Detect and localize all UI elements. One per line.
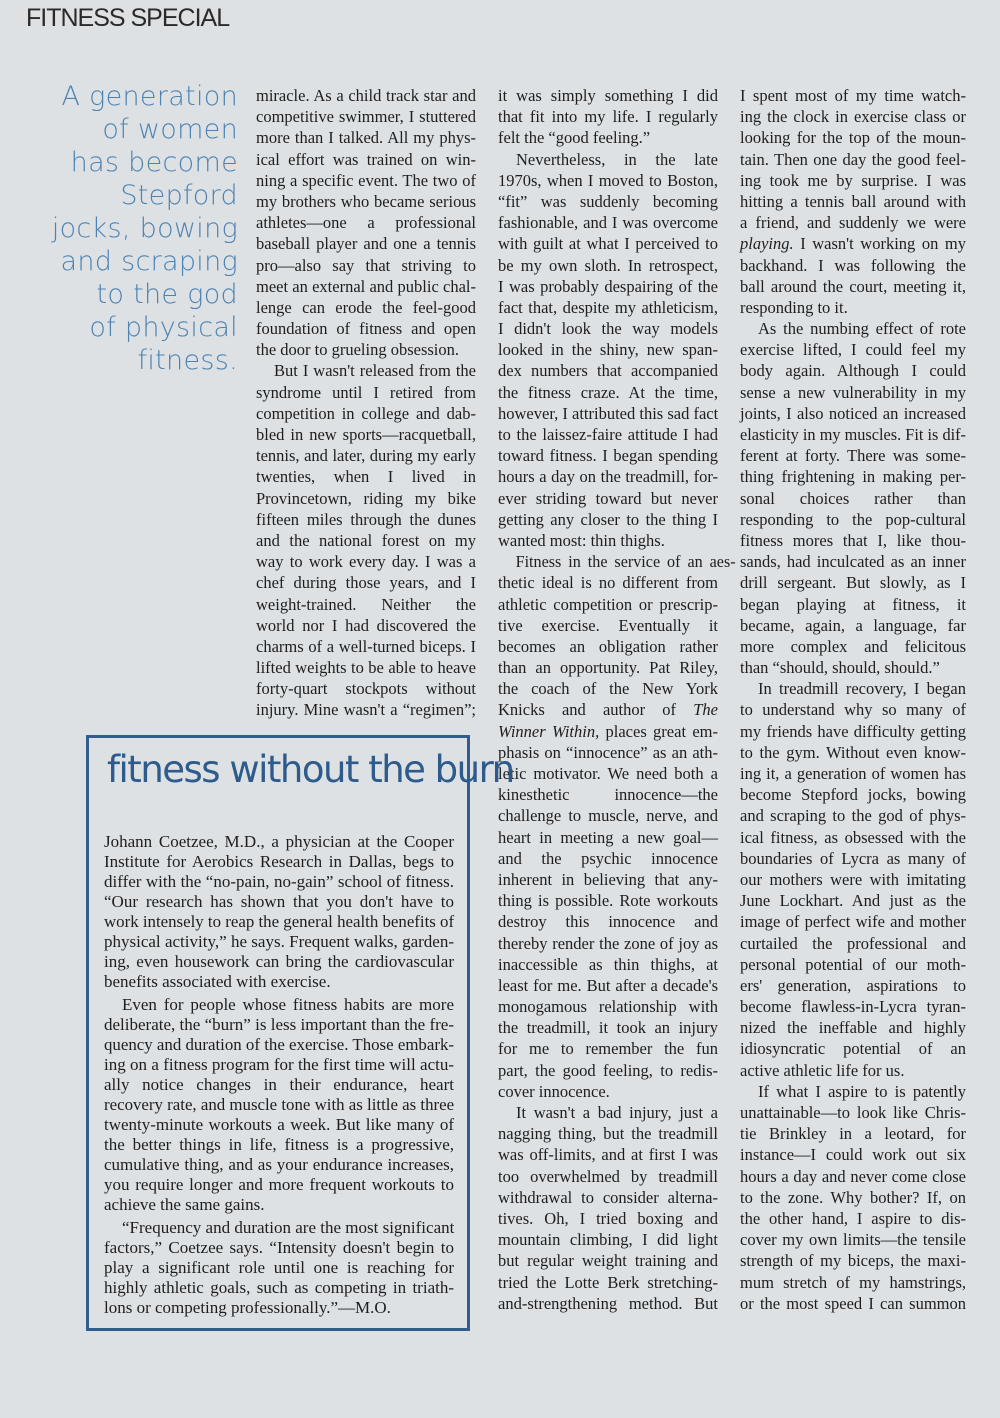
text-line: dex numbers that accompanied [498, 361, 718, 381]
text-line: more than I talked. All my phys- [256, 128, 476, 148]
text-line: unattainable—to look like Chris- [740, 1103, 966, 1122]
text-line: letic motivator. We need both a [498, 764, 718, 783]
text-line: ing the clock in exercise class or [740, 107, 966, 127]
text-line: more complex and felicitous [740, 636, 966, 656]
text-line: ing it, a generation of women has [740, 764, 966, 783]
text-line: twenties, when I lived in [256, 467, 476, 487]
text-line: ever striding toward but never [498, 488, 718, 508]
paragraph [498, 149, 718, 552]
text-line: getting any closer to the thing I [498, 509, 718, 529]
text-line: looking for the top of the moun- [740, 128, 966, 148]
paragraph [498, 85, 718, 149]
text-line: to the laissez-faire attitude I had [498, 425, 718, 444]
text-line: ing, even housework can bring the cardiovascular [104, 952, 454, 971]
text-line: became, again, a language, far [740, 615, 966, 635]
text-line: and-strengthening method. But [498, 1293, 718, 1313]
text-line: twenty-minute workouts a week. But like many of [104, 1115, 454, 1134]
text-line: hours a day on the treadmill, for- [498, 467, 718, 487]
text-line: strength of my biceps, the maxi- [740, 1251, 966, 1271]
text-line: foundation of fitness and open [256, 319, 476, 339]
text-line: to understand why so many of [740, 700, 966, 720]
text-line: ferent at forty. There was some- [740, 446, 966, 466]
text-line: play a significant role until one is reaching for [104, 1258, 454, 1277]
text-line: It wasn't a bad injury, just a [516, 1103, 718, 1122]
pull-quote-line: A generation [61, 81, 238, 112]
text-line: that fit into my life. I regularly [498, 107, 718, 127]
text-line: be my own sloth. In retrospect, [498, 255, 718, 275]
text-line: ing on a fitness program for the first time will actu- [104, 1055, 454, 1074]
text-line: way to work every day. I was a [256, 552, 476, 572]
paragraph [498, 1102, 718, 1314]
paragraph [740, 678, 966, 1081]
text-line: ical fitness, as obsessed with the [740, 827, 966, 847]
text-line [498, 721, 718, 742]
text-line: to the gym. Without even know- [740, 742, 966, 762]
text-line: and the national forest on my [256, 530, 476, 550]
text-line: tives. Oh, I tried boxing and [498, 1208, 718, 1228]
text-line: athletes—one a professional [256, 213, 476, 233]
text-line: nized the ineffable and highly [740, 1018, 966, 1038]
paragraph [104, 832, 454, 992]
sidebar-box [86, 735, 514, 1331]
paragraph [498, 551, 736, 1102]
text-line: fifteen miles through the dunes [256, 509, 476, 529]
pull-quote-line: has become [70, 147, 238, 178]
text-line: was off-limits, and at first I was [498, 1145, 718, 1165]
text-span: places great em- [599, 721, 719, 741]
text-line: bled in new sports—racquetball, [256, 425, 476, 444]
text-line: Nevertheless, in the late [516, 149, 718, 169]
text-line: 1970s, when I moved to Boston, [498, 170, 718, 190]
text-line: sonal choices rather than [740, 488, 966, 508]
text-line: world nor I had discovered the [256, 615, 476, 635]
text-line: cover my own limits—the tensile [740, 1230, 966, 1250]
text-line: my friends have difficulty getting [740, 721, 966, 741]
text-line: challenge to muscle, nerve, and [498, 806, 718, 826]
text-line: tried the Lotte Berk stretching- [498, 1272, 718, 1292]
text-line: meet an external and public chal- [256, 276, 476, 296]
text-line: “Frequency and duration are the most significant [122, 1218, 455, 1237]
pull-quote-line: and scraping [60, 246, 238, 277]
text-line: it was simply something I did [498, 86, 718, 105]
text-line: If what I aspire to is patently [758, 1081, 966, 1101]
text-line: responding to the pop-cultural [740, 509, 966, 529]
text-line [740, 233, 966, 254]
text-line: mountain climbing, I did light [498, 1230, 718, 1250]
text-line: competition in college and dab- [256, 403, 476, 423]
text-line: and the psychic innocence [498, 848, 718, 868]
text-line: or the most speed I can summon [740, 1293, 966, 1313]
text-line [498, 699, 718, 720]
text-line: a friend, and suddenly we were [740, 213, 966, 233]
paragraph [740, 1081, 966, 1314]
paragraph [256, 360, 476, 720]
paragraph [740, 318, 966, 678]
text-line: thereby render the zone of joy as [498, 933, 718, 953]
article-column-1 [256, 85, 476, 721]
text-line: the treadmill, it took an injury [498, 1018, 718, 1038]
text-line: thing is possible. Rote workouts [498, 891, 718, 911]
text-line: lons or competing professionally.”—M.O. [104, 1298, 391, 1317]
text-line: become Stepford jocks, bowing [740, 785, 966, 805]
text-line: factors,” Coetzee says. “Intensity doesn't begin to [104, 1238, 454, 1257]
text-line: tive exercise. Eventually it [498, 615, 718, 635]
text-line: nagging thing, but the treadmill [498, 1124, 718, 1144]
text-line: phasis on “innocence” as an ath- [498, 742, 718, 762]
text-line: felt the “good feeling.” [498, 128, 651, 148]
text-line: exercise lifted, I could feel my [740, 340, 966, 360]
paragraph [104, 1218, 454, 1318]
text-line: fashionable, and I was overcome [498, 213, 718, 233]
text-line: wanted most: thin thighs. [498, 530, 665, 550]
paragraph [104, 995, 454, 1215]
text-line: Fitness in the service of an aes- [515, 552, 736, 572]
text-line: part, the good feeling, to redis- [498, 1060, 718, 1080]
text-line: least for me. But after a decade's [498, 975, 718, 995]
text-line: looked in the shiny, new span- [498, 340, 718, 360]
text-line: physical activity,” he says. Frequent walks, garden- [104, 932, 454, 951]
text-line: I spent most of my time watch- [740, 86, 966, 105]
text-line: inaccessible as thin thighs, at [498, 954, 718, 974]
text-line: responding to it. [740, 297, 848, 317]
text-line: than “should, should, should.” [740, 658, 940, 678]
text-line: differ with the “no-pain, no-gain” school of fitness. [104, 872, 454, 891]
text-line: heart in meeting a new goal— [498, 827, 718, 847]
text-line: ing took me by surprise. I was [740, 170, 966, 190]
text-line: destroy this innocence and [498, 912, 718, 932]
text-line: than an opportunity. Pat Riley, [498, 658, 718, 678]
text-line: body again. Although I could [740, 361, 966, 381]
text-line: personal potential of our moth- [740, 954, 966, 974]
text-line: athletic competition or prescrip- [498, 594, 718, 614]
text-line: fact that, despite my athleticism, [498, 297, 718, 317]
text-line: Institute for Aerobics Research in Dallas, begs to [104, 852, 454, 871]
sidebar-body [104, 832, 454, 1321]
pull-quote-line: to the god [96, 279, 238, 310]
text-line: curtailed the professional and [740, 933, 966, 953]
text-line: I didn't look the way models [498, 319, 718, 339]
text-line: however, I attributed this sad fact [498, 403, 719, 423]
text-line: hours a day and never come close [740, 1166, 966, 1186]
text-line: to the zone. Why bother? If, on [740, 1187, 966, 1207]
text-line: ers' generation, aspirations to [740, 975, 966, 995]
text-line: quency and duration of the exercise. Those embark- [104, 1035, 454, 1054]
text-line: the other hand, I aspire to dis- [740, 1208, 966, 1228]
text-line: recovery rate, and muscle tone with as little as three [104, 1095, 455, 1114]
text-line: deliberate, the “burn” is less important than the fre- [104, 1015, 454, 1034]
text-line: charms of a well-turned biceps. I [256, 636, 476, 656]
text-line: injury. Mine wasn't a “regimen”; [256, 700, 476, 720]
paragraph [256, 85, 476, 360]
text-line: work intensely to reap the general health benefits of [104, 912, 455, 931]
text-line: benefits associated with exercise. [104, 972, 331, 991]
article-column-2 [498, 85, 736, 1314]
text-line: cover innocence. [498, 1081, 610, 1101]
text-span: I wasn't working on my [793, 234, 966, 254]
text-line: fitness mores that I, like thou- [740, 530, 966, 550]
text-line: thetic ideal is no different from [498, 573, 718, 593]
text-line: kinesthetic innocence—the [498, 785, 718, 805]
text-line: weight-trained. Neither the [256, 594, 476, 614]
text-line: monogamous relationship with [498, 997, 718, 1017]
text-line: but regular weight training and [498, 1251, 718, 1271]
pull-quote-line: jocks, bowing [51, 213, 238, 244]
text-line: cumulative thing, and as your endurance increases, [104, 1155, 454, 1174]
text-line: But I wasn't released from the [274, 361, 476, 381]
text-span: Knicks and author of [498, 700, 694, 720]
text-line: withdrawal to consider alterna- [498, 1187, 718, 1207]
text-line: backhand. I was following the [740, 255, 966, 275]
text-line: “fit” was suddenly becoming [498, 191, 718, 211]
text-line: ball around the court, meeting it, [740, 276, 966, 296]
text-line: toward fitness. I began spending [498, 446, 718, 466]
text-line: began playing at fitness, it [740, 594, 966, 614]
text-line: the door to grueling obsession. [256, 340, 460, 360]
text-line: active athletic life for us. [740, 1060, 905, 1080]
text-line: with guilt at what I perceived to [498, 234, 718, 254]
text-line: tie Brinkley in a leotard, for [740, 1124, 966, 1144]
text-line: achieve the same gains. [104, 1195, 265, 1214]
text-line: the coach of the New York [498, 679, 718, 699]
pull-quote-line: of physical [89, 312, 238, 343]
pull-quote-line: Stepford [120, 180, 238, 211]
text-line: “Our research has shown that you don't have to [104, 892, 454, 911]
text-line: In treadmill recovery, I began [758, 679, 966, 699]
article-column-3 [740, 85, 966, 1314]
text-line: ical effort was trained on win- [256, 149, 476, 169]
text-line: for me to remember the fun [498, 1039, 718, 1059]
text-line: sands, had inculcated as an inner [740, 552, 966, 572]
text-line: tennis, and later, during my early [256, 446, 476, 466]
text-line: lifted weights to be able to heave [256, 658, 476, 678]
pull-quote-line: fitness. [137, 345, 238, 376]
italic-text: playing. [740, 234, 794, 254]
text-line: lenge can erode the feel-good [256, 297, 476, 317]
text-line: tain. Then one day the good feel- [740, 149, 966, 169]
text-line: image of perfect wife and mother [740, 912, 966, 932]
text-line: instance—I could work out six [740, 1145, 966, 1165]
text-line: Even for people whose fitness habits are more [122, 995, 454, 1014]
text-line: elasticity in my muscles. Fit is dif- [740, 425, 966, 444]
text-line: idiosyncratic potential of an [740, 1039, 966, 1059]
text-line: competitive swimmer, I stuttered [256, 107, 476, 127]
text-line: sense a new vulnerability in my [740, 382, 966, 402]
text-line: mum stretch of my hamstrings, [740, 1272, 966, 1292]
text-line: ning a specific event. The two of [256, 170, 476, 190]
text-line: ally notice changes in their endurance, heart [104, 1075, 454, 1094]
text-line: the better things in life, fitness is a progressive, [104, 1135, 454, 1154]
text-line: pro—also say that striving to [256, 255, 476, 275]
text-line: and scraping to the god of phys- [740, 806, 966, 826]
text-line: our mothers were with imitating [740, 869, 966, 889]
section-label: FITNESS SPECIAL [26, 4, 230, 32]
text-line: hitting a tennis ball around with [740, 191, 966, 211]
text-line: chef during those years, and I [256, 573, 476, 593]
pull-quote [20, 80, 238, 377]
text-line: thing frightening in making per- [740, 467, 966, 487]
italic-text: Winner Within, [498, 721, 600, 741]
text-line: forty-quart stockpots without [256, 679, 476, 699]
text-line: becomes an obligation rather [498, 636, 718, 656]
paragraph [740, 85, 966, 318]
text-line: Johann Coetzee, M.D., a physician at the Cooper [104, 832, 454, 851]
text-line: I was probably despairing of the [498, 276, 718, 296]
text-line: become flawless-in-Lycra tyran- [740, 997, 966, 1017]
text-line: baseball player and one a tennis [256, 234, 476, 254]
text-line: the fitness craze. At the time, [498, 382, 718, 402]
text-line: June Lockhart. And just as the [740, 891, 966, 911]
text-line: you require longer and more frequent workouts to [104, 1175, 454, 1194]
italic-text: The [693, 700, 718, 720]
text-line: too overwhelmed by treadmill [498, 1166, 718, 1186]
text-line: Provincetown, riding my bike [256, 488, 476, 508]
text-line: drill sergeant. But slowly, as I [740, 573, 966, 593]
pull-quote-line: of women [102, 114, 238, 145]
sidebar-title: fitness without the burn [107, 748, 514, 791]
text-line: As the numbing effect of rote [758, 319, 966, 339]
text-line: highly athletic goals, such as competing in triath- [104, 1278, 454, 1297]
text-line: inherent in believing that any- [498, 869, 718, 889]
text-line: joints, I also noticed an increased [740, 403, 966, 423]
text-line: boundaries of Lycra as many of [740, 848, 966, 868]
text-line: syndrome until I retired from [256, 382, 476, 402]
text-line: my brothers who became serious [256, 191, 476, 211]
text-line: miracle. As a child track star and [256, 86, 476, 105]
